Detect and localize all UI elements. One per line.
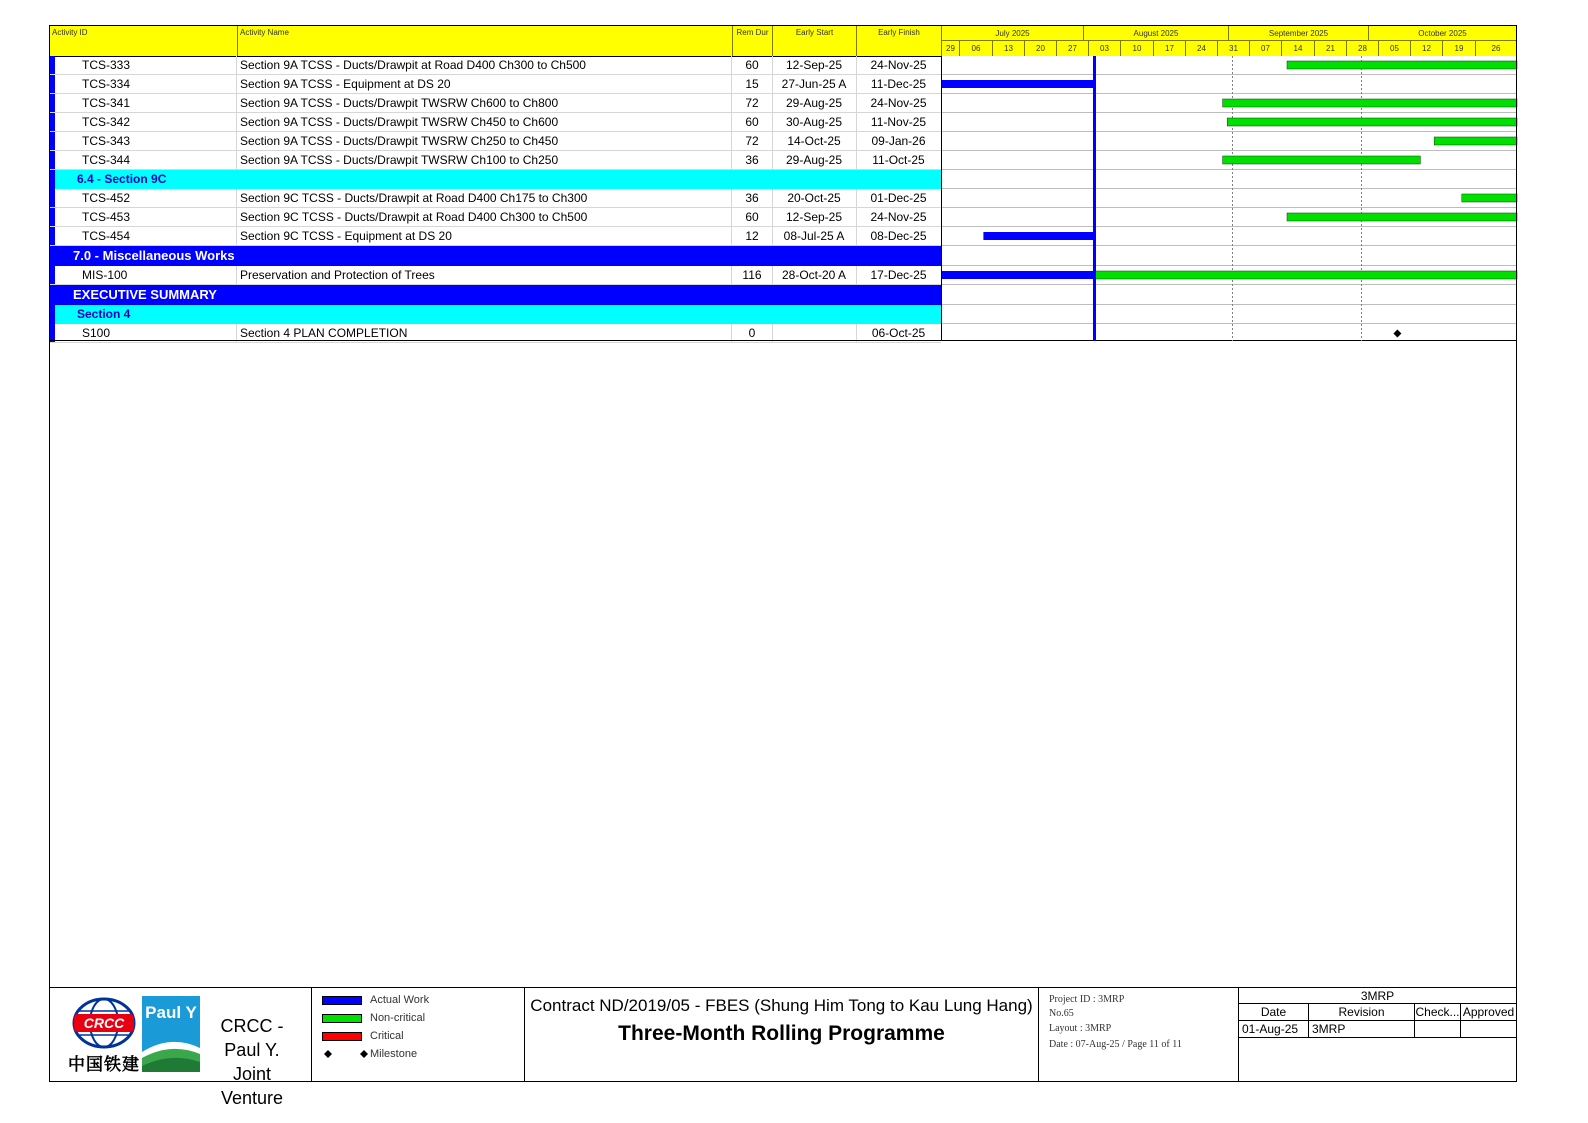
week-label: 27 (1057, 41, 1089, 56)
activity-id: MIS-100 (82, 268, 128, 282)
week-label: 26 (1476, 41, 1517, 56)
legend-label: Non-critical (370, 1012, 426, 1024)
activity-name: Section 9C TCSS - Ducts/Drawpit at Road D400 Ch300 to Ch500 (240, 210, 588, 224)
revision-title: 3MRP (1239, 988, 1516, 1004)
revision-name: 3MRP (1309, 1021, 1415, 1038)
revision-checked (1415, 1021, 1461, 1038)
revision-col-approved: Approved (1462, 1005, 1515, 1019)
remaining-duration: 72 (745, 134, 759, 148)
activity-name: Section 9A TCSS - Equipment at DS 20 (240, 77, 451, 91)
activity-id: TCS-342 (82, 115, 131, 129)
header-early-start[interactable]: Early Start (773, 26, 857, 56)
document-title: Three-Month Rolling Programme (618, 1022, 945, 1045)
pauly-logo-icon (142, 996, 200, 1072)
activity-name: Section 9A TCSS - Ducts/Drawpit TWSRW Ch600 to Ch800 (240, 96, 559, 110)
early-start: 29-Aug-25 (785, 153, 843, 167)
gantt-bar (1227, 118, 1517, 126)
week-label: 17 (1154, 41, 1186, 56)
project-number: No.65 (1049, 1008, 1074, 1019)
early-finish: 24-Nov-25 (870, 96, 927, 110)
month-label: September 2025 (1229, 26, 1369, 41)
wbs-subsection-header[interactable] (49, 305, 941, 324)
gantt-bar (1223, 156, 1421, 164)
remaining-duration: 72 (745, 96, 759, 110)
legend-swatch (322, 996, 362, 1005)
activity-id: TCS-454 (82, 229, 131, 243)
remaining-duration: 12 (745, 229, 759, 243)
week-label: 28 (1347, 41, 1379, 56)
gantt-chart (941, 56, 1517, 341)
remaining-duration: 36 (745, 191, 759, 205)
crcc-logo-icon (70, 996, 138, 1050)
table-row[interactable] (49, 94, 941, 113)
week-label: 29 (942, 41, 960, 56)
table-row[interactable] (49, 227, 941, 246)
early-start: 12-Sep-25 (785, 58, 843, 72)
gantt-bar (1287, 213, 1517, 221)
early-finish: 11-Dec-25 (870, 77, 927, 91)
activity-id: TCS-453 (82, 210, 131, 224)
week-label: 14 (1282, 41, 1315, 56)
activity-name: Section 9A TCSS - Ducts/Drawpit TWSRW Ch450 to Ch600 (240, 115, 559, 129)
remaining-duration: 60 (745, 115, 759, 129)
crcc-chinese-name: 中国铁建 (68, 1055, 140, 1075)
early-start (772, 324, 856, 342)
early-start: 08-Jul-25 A (783, 229, 845, 243)
early-finish: 11-Nov-25 (870, 115, 927, 129)
revision-table (1239, 988, 1516, 1081)
week-label: 03 (1089, 41, 1121, 56)
title-block (49, 987, 1517, 1108)
gantt-bar (942, 271, 1094, 279)
week-label: 06 (960, 41, 993, 56)
revision-date: 01-Aug-25 (1239, 1021, 1309, 1038)
pauly-logo-text: Paul Y (145, 1003, 197, 1022)
early-finish: 24-Nov-25 (870, 58, 927, 72)
header-rem-dur[interactable]: Rem Dur (733, 26, 773, 56)
project-id: Project ID : 3MRP (1049, 994, 1125, 1005)
early-start: 27-Jun-25 A (781, 77, 847, 91)
activity-id: TCS-343 (82, 134, 131, 148)
page-frame-left (49, 25, 50, 1082)
month-label: August 2025 (1084, 26, 1229, 41)
activity-name: Preservation and Protection of Trees (240, 268, 435, 282)
activity-id: TCS-452 (82, 191, 131, 205)
milestone-diamond (1393, 330, 1401, 338)
early-finish: 11-Oct-25 (872, 153, 925, 167)
legend (312, 988, 525, 1081)
remaining-duration: 15 (745, 77, 759, 91)
early-finish: 17-Dec-25 (870, 268, 927, 282)
table-row[interactable] (49, 324, 941, 343)
legend-label: Milestone (370, 1048, 418, 1060)
table-row[interactable] (49, 208, 941, 227)
wbs-subsection-header[interactable] (49, 170, 941, 189)
week-label: 13 (993, 41, 1025, 56)
jv-line-1: CRCC - Paul Y. (220, 1016, 284, 1060)
gantt-svg (942, 56, 1518, 341)
company-logos (50, 988, 312, 1108)
wbs-section-header[interactable] (49, 285, 941, 305)
activity-id: TCS-344 (82, 153, 131, 167)
week-label: 10 (1121, 41, 1154, 56)
gantt-bar (983, 232, 1093, 240)
month-label: October 2025 (1369, 26, 1517, 41)
revision-col-date: Date (1239, 1004, 1309, 1021)
remaining-duration: 0 (748, 326, 756, 340)
jv-line-2: Joint Venture (220, 1064, 284, 1108)
remaining-duration: 116 (742, 268, 762, 282)
early-finish: 08-Dec-25 (870, 229, 927, 243)
week-label: 31 (1218, 41, 1250, 56)
week-label: 07 (1250, 41, 1282, 56)
table-row[interactable] (49, 189, 941, 208)
contract-title: Contract ND/2019/05 - FBES (Shung Him Tong to Kau Lung Hang) (530, 996, 1033, 1015)
document-title-box (525, 988, 1039, 1081)
layout-name: Layout : 3MRP (1049, 1023, 1112, 1034)
section-label: Section 4 (77, 307, 131, 321)
early-finish: 01-Dec-25 (870, 191, 927, 205)
table-row[interactable] (49, 75, 941, 94)
milestone-diamond-icon (322, 1048, 370, 1062)
section-label: EXECUTIVE SUMMARY (73, 287, 217, 302)
gantt-bar (1434, 137, 1517, 145)
table-header (49, 25, 1517, 57)
activity-id: TCS-334 (82, 77, 131, 91)
week-label: 12 (1411, 41, 1443, 56)
early-start: 29-Aug-25 (785, 96, 843, 110)
gantt-bar (1094, 271, 1517, 279)
month-label: July 2025 (942, 26, 1084, 41)
revision-col-checked: Check... (1415, 1005, 1460, 1019)
activity-id: S100 (82, 326, 111, 340)
revision-col-revision: Revision (1309, 1004, 1415, 1021)
early-start: 12-Sep-25 (785, 210, 843, 224)
table-row[interactable] (49, 113, 941, 132)
section-label: 6.4 - Section 9C (77, 172, 167, 186)
legend-swatch (322, 1014, 362, 1023)
week-label: 24 (1186, 41, 1218, 56)
early-finish: 09-Jan-26 (871, 134, 926, 148)
project-info (1039, 988, 1239, 1081)
wbs-section-header[interactable] (49, 246, 941, 266)
early-finish: 06-Oct-25 (871, 326, 926, 340)
activity-id: TCS-341 (82, 96, 131, 110)
jv-name (202, 1014, 302, 1110)
week-label: 19 (1443, 41, 1476, 56)
activity-id: TCS-333 (82, 58, 131, 72)
activity-name: Section 9A TCSS - Ducts/Drawpit at Road D400 Ch300 to Ch500 (240, 58, 586, 72)
remaining-duration: 60 (745, 210, 759, 224)
table-row[interactable] (49, 151, 941, 170)
remaining-duration: 60 (745, 58, 759, 72)
gantt-bar (942, 80, 1094, 88)
table-row[interactable] (49, 132, 941, 151)
early-start: 30-Aug-25 (785, 115, 843, 129)
legend-swatch (322, 1032, 362, 1041)
table-row[interactable] (49, 266, 941, 285)
print-date-page: Date : 07-Aug-25 / Page 11 of 11 (1049, 1039, 1182, 1050)
early-start: 28-Oct-20 A (781, 268, 847, 282)
crcc-logo-text: CRCC (83, 1015, 125, 1031)
week-label: 20 (1025, 41, 1057, 56)
activity-name: Section 9A TCSS - Ducts/Drawpit TWSRW Ch100 to Ch250 (240, 153, 559, 167)
header-activity-name[interactable]: Activity Name (238, 26, 733, 56)
gantt-timescale (942, 26, 1517, 56)
table-row[interactable] (49, 56, 941, 75)
revision-approved (1461, 1021, 1516, 1038)
header-activity-id[interactable]: Activity ID (50, 26, 238, 56)
activity-name: Section 9C TCSS - Ducts/Drawpit at Road D400 Ch175 to Ch300 (240, 191, 588, 205)
remaining-duration: 36 (745, 153, 759, 167)
gantt-bar (1287, 61, 1517, 69)
week-label: 21 (1315, 41, 1347, 56)
early-start: 14-Oct-25 (787, 134, 841, 148)
early-finish: 24-Nov-25 (870, 210, 927, 224)
gantt-bar (1462, 194, 1517, 202)
legend-label: Critical (370, 1030, 404, 1042)
section-label: 7.0 - Miscellaneous Works (73, 248, 235, 263)
header-early-finish[interactable]: Early Finish (857, 26, 942, 56)
early-start: 20-Oct-25 (787, 191, 841, 205)
activity-name: Section 9C TCSS - Equipment at DS 20 (240, 229, 452, 243)
legend-label: Actual Work (370, 994, 430, 1006)
week-label: 05 (1379, 41, 1411, 56)
page-frame-right (1516, 25, 1517, 1082)
gantt-bar (1223, 99, 1517, 107)
activity-name: Section 9A TCSS - Ducts/Drawpit TWSRW Ch250 to Ch450 (240, 134, 559, 148)
activity-name: Section 4 PLAN COMPLETION (240, 326, 408, 340)
